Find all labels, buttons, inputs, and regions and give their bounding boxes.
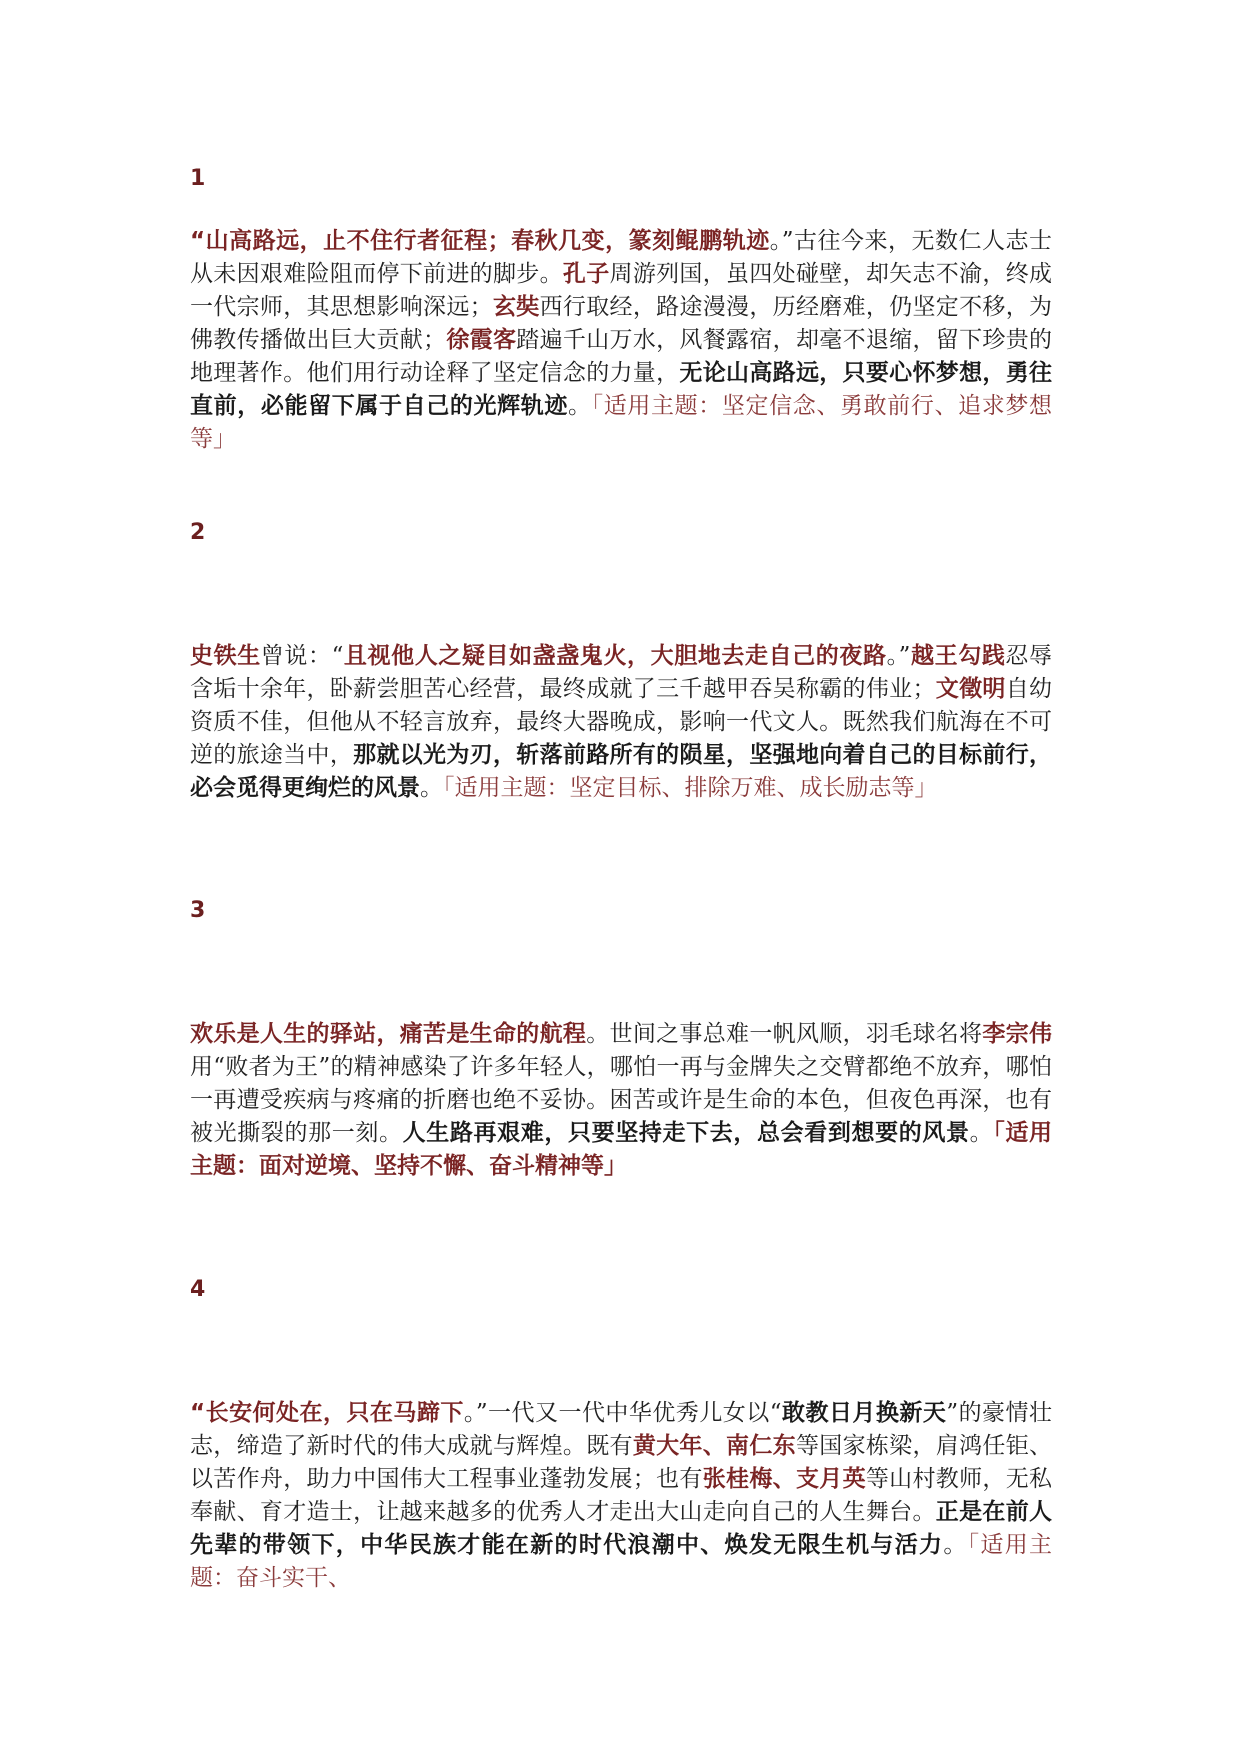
body-text: 。”古往今来，无数仁人志士从未因艰难险阻而停下前进的脚步。 [190,228,1052,287]
highlight-text: 徐霞客 [446,327,517,353]
body-text: 踏遍千山万水，风餐露宿，却毫不退缩，留下珍贵的地理著作。他们用行动诠释了坚定信念的力量， [190,327,1053,386]
theme-tag: 「适用主题：坚定信念、勇敢前行、追求梦想等」 [190,393,1052,452]
body-text: 。 [969,1120,994,1146]
body-text: 。世间之事总难一帆风顺，羽毛球名将 [586,1021,983,1047]
section-paragraph-2 [190,640,1052,805]
body-text: 用“败者为王”的精神感染了许多年轻人，哪怕一再与金牌失之交臂都绝不放弃，哪怕一再遭受疾病与疼痛的折磨也绝不妥协。困苦或许是生命的本色，但夜色再深，也有被光撕裂的那一刻。 [190,1054,1052,1146]
quote-mark: “ [190,1400,206,1426]
theme-tag: 「适用主题：奋斗实干、 [190,1532,1053,1591]
highlight-text: 越王勾践 [910,643,1006,669]
body-text: 等国家栋梁，肩鸿任钜、以苦作舟，助力中国伟大工程事业蓬勃发展；也有 [190,1433,1053,1492]
section-paragraph-1 [190,225,1052,456]
section-paragraph-3 [190,1018,1052,1183]
section-number-2: 2 [190,520,206,545]
section-number-3: 3 [190,898,206,923]
bold-text: 正是在前人先辈的带领下，中华民族才能在新的时代浪潮中、焕发无限生机与活力 [190,1499,1053,1558]
highlight-text: 文徵明 [935,676,1006,702]
body-text: 忍辱含垢十余年，卧薪尝胆苦心经营，最终成就了三千越甲吞吴称霸的伟业； [190,643,1052,702]
bold-text: 人生路再艰难，只要坚持走下去，总会看到想要的风景 [402,1120,970,1146]
highlight-text: 玄奘 [492,294,540,320]
quote-mark: “ [190,228,206,254]
bold-text: 敢教日月换新天 [781,1400,947,1426]
highlight-text: 山高路远，止不住行者征程；春秋几变，篆刻鲲鹏轨迹 [205,228,770,254]
highlight-text: 张桂梅、支月英 [702,1466,866,1492]
bold-text: 那就以光为刃，斩落前路所有的陨星，坚强地向着自己的目标前行，必会觅得更绚烂的风景 [190,742,1053,801]
bold-text: 无论山高路远，只要心怀梦想，勇往直前，必能留下属于自己的光辉轨迹 [190,360,1053,419]
body-text: 等山村教师，无私奉献、育才造士，让越来越多的优秀人才走出大山走向自己的人生舞台。 [190,1466,1053,1525]
body-text: 。” [886,643,911,669]
body-text: ”的豪情壮志，缔造了新时代的伟大成就与辉煌。既有 [190,1400,1053,1459]
highlight-text: 黄大年、南仁东 [632,1433,796,1459]
highlight-text: 且视他人之疑目如盏盏鬼火，大胆地去走自己的夜路 [343,643,887,669]
body-text: 曾说：“ [260,643,344,669]
section-paragraph-4 [190,1397,1052,1595]
body-text: 。 [568,393,592,419]
section-number-1: 1 [190,166,206,191]
body-text: 。”一代又一代中华优秀儿女以“ [463,1400,782,1426]
body-text: 。 [943,1532,968,1558]
body-text: 周游列国，虽四处碰壁，却矢志不渝，终成一代宗师，其思想影响深远； [190,261,1053,320]
body-text: 西行取经，路途漫漫，历经磨难，仍坚定不移，为佛教传播做出巨大贡献； [190,294,1053,353]
highlight-text: 欢乐是人生的驿站，痛苦是生命的航程 [190,1021,587,1047]
body-text: 自幼资质不佳，但他从不轻言放弃，最终大器晚成，影响一代文人。既然我们航海在不可逆的旅途当中， [190,676,1053,768]
highlight-text: 长安何处在，只在马蹄下 [205,1400,464,1426]
highlight-text: 史铁生 [190,643,261,669]
theme-tag: 「适用主题：面对逆境、坚持不懈、奋斗精神等」 [190,1120,1052,1179]
theme-tag: 「适用主题：坚定目标、排除万难、成长励志等」 [443,775,938,801]
highlight-text: 孔子 [562,261,610,287]
section-number-4: 4 [190,1277,206,1302]
body-text: 。 [420,775,443,801]
highlight-text: 李宗伟 [982,1021,1053,1047]
